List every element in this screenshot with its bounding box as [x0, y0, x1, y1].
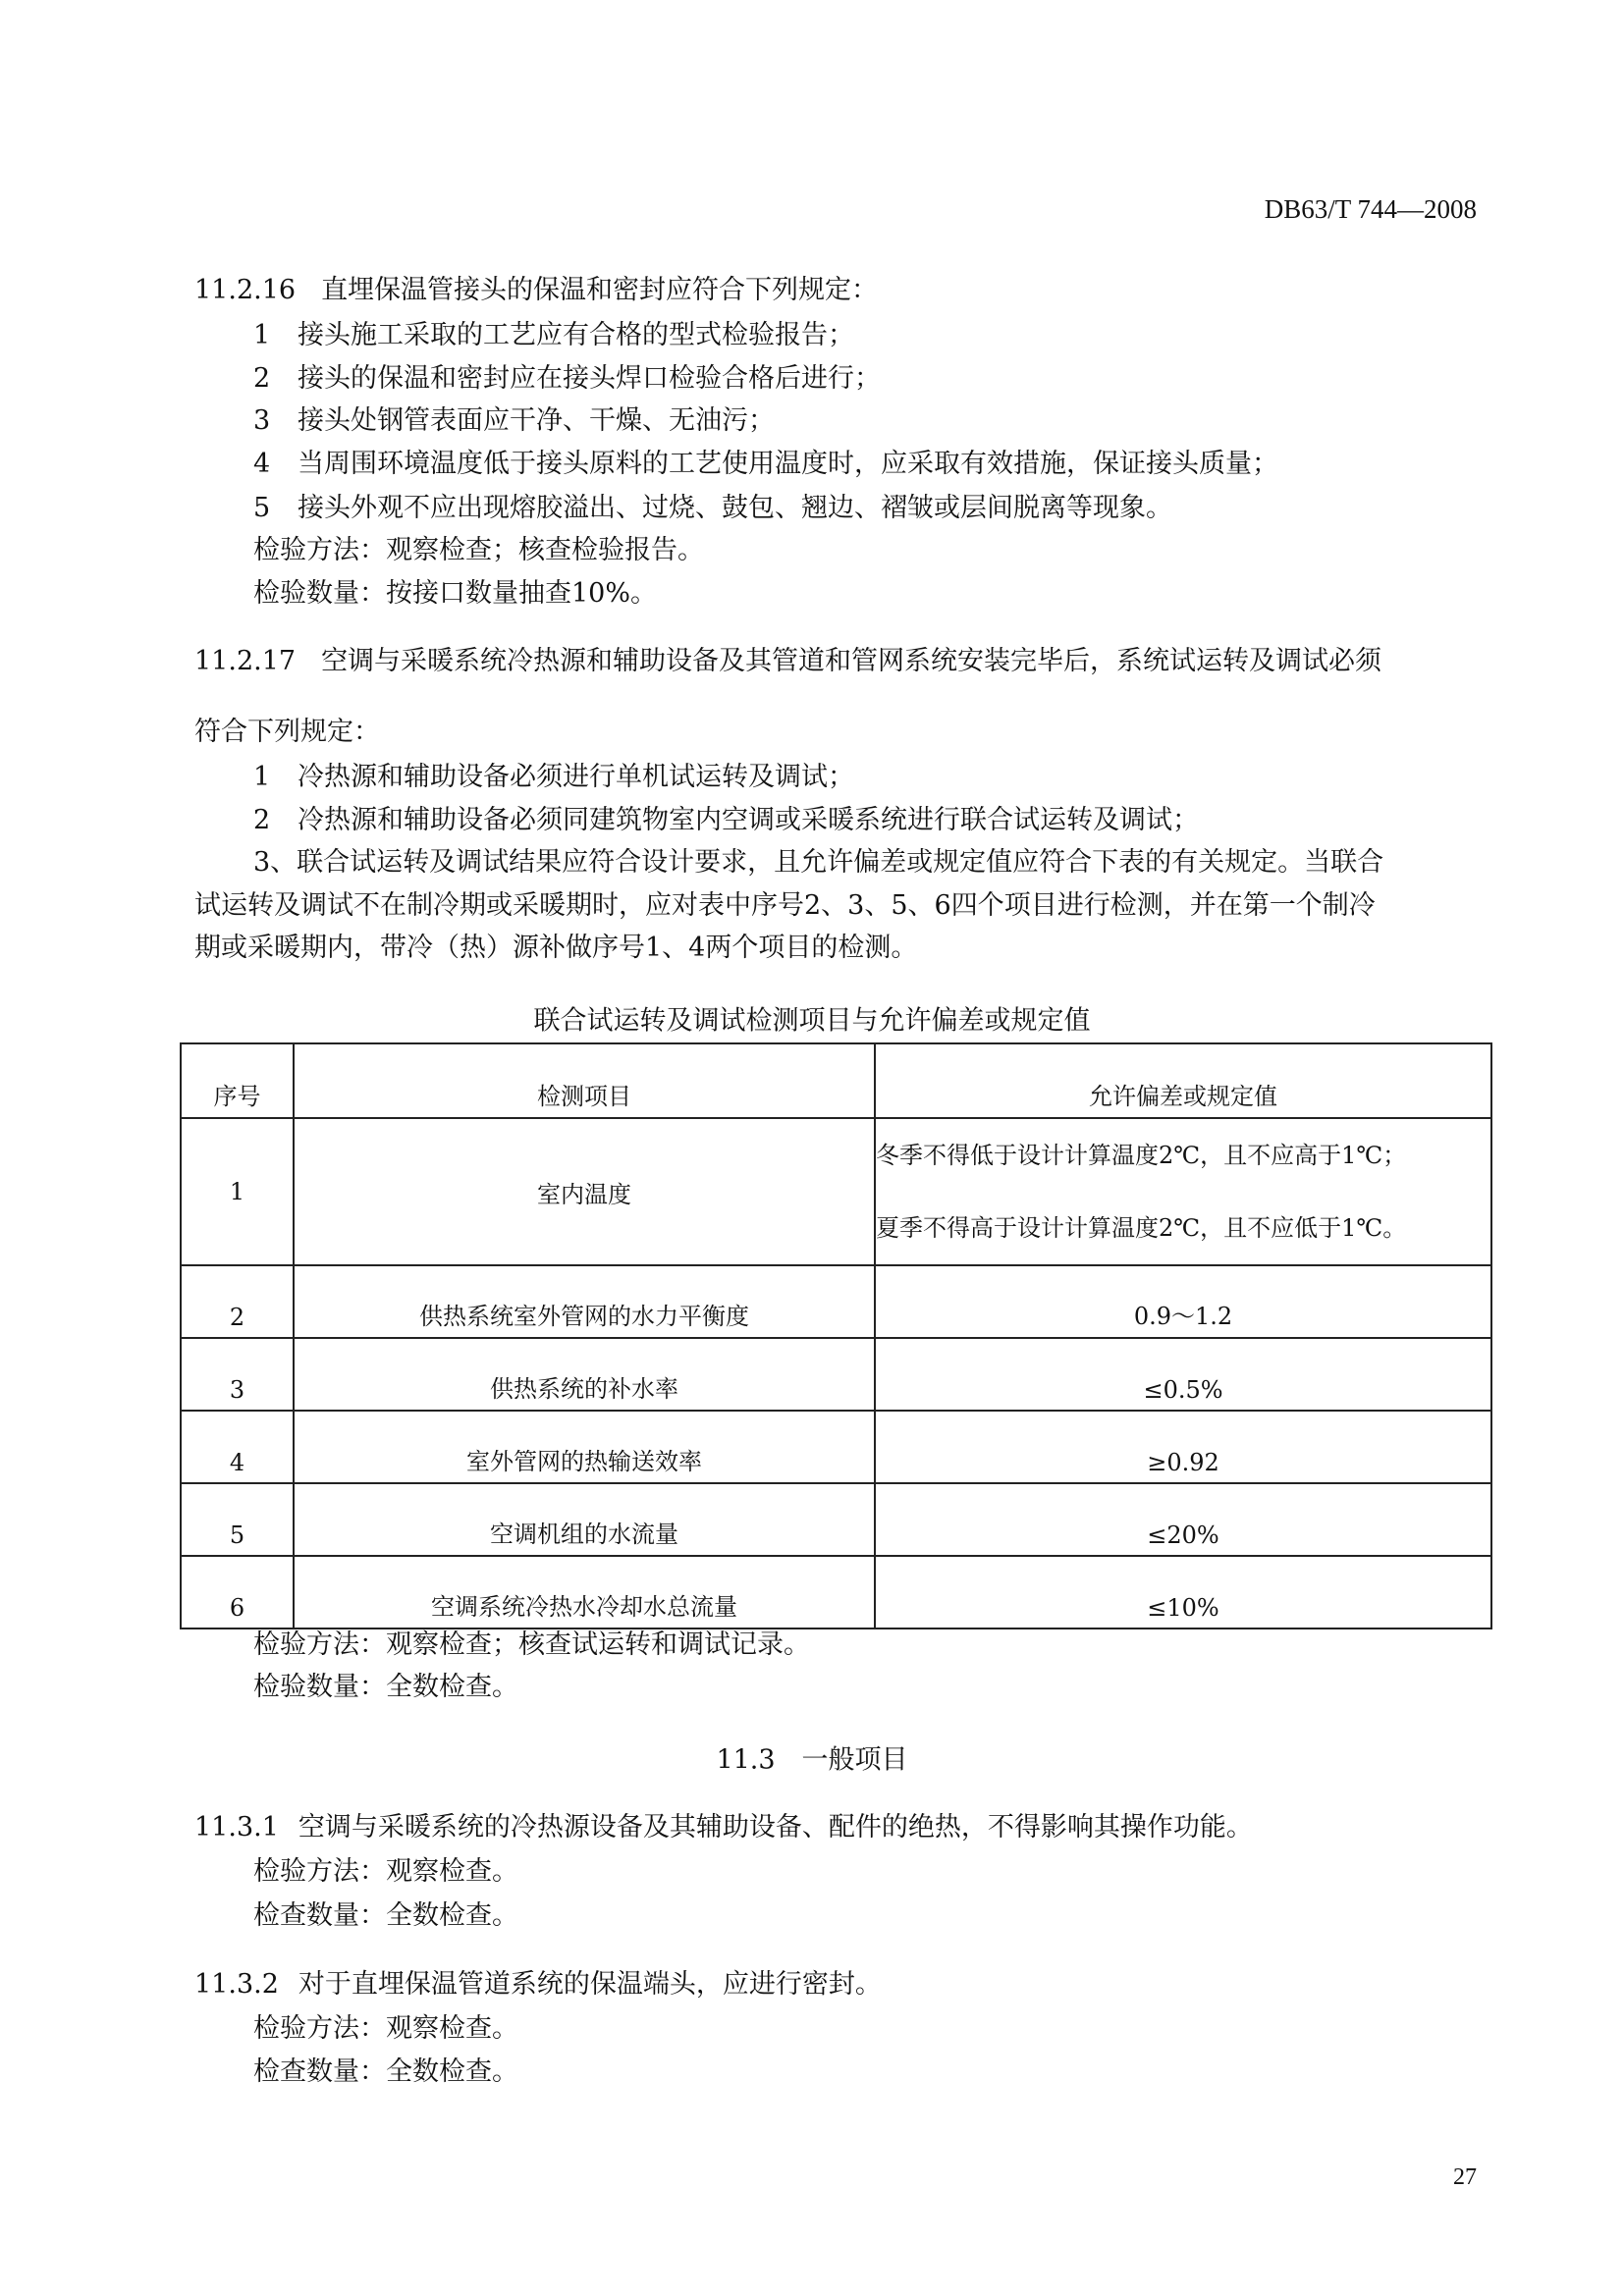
- item-text: 接头外观不应出现熔胶溢出、过烧、鼓包、翘边、褶皱或层间脱离等现象。: [298, 493, 1172, 523]
- value-winter: 冬季不得低于设计计算温度2℃，且不应高于1℃；: [876, 1142, 1407, 1169]
- item-number: 1: [253, 762, 271, 792]
- item-text: 接头处钢管表面应干净、干燥、无油污；: [298, 405, 775, 436]
- inspection-method: 检验方法：观察检查；核查试运转和调试记录。: [253, 1629, 810, 1660]
- row-value: ≤10%: [875, 1556, 1491, 1629]
- row-number: 1: [181, 1118, 294, 1265]
- list-item: [253, 492, 1172, 525]
- clause-title: 直埋保温管接头的保温和密封应符合下列规定：: [321, 275, 879, 305]
- section-heading: 11.3 一般项目: [716, 1744, 908, 1776]
- clause-11-2-16: [194, 274, 878, 307]
- table-row: [181, 1556, 1491, 1629]
- inspection-method: 检验方法：观察检查。: [253, 2013, 518, 2044]
- page-number: 27: [1453, 2164, 1477, 2190]
- clause-number: 11.2.17: [194, 646, 297, 676]
- paragraph-line: 试运转及调试不在制冷期或采暖期时，应对表中序号2、3、5、6四个项目进行检测，并在第一个制冷: [194, 890, 1376, 921]
- value-summer: 夏季不得高于设计计算温度2℃，且不应低于1℃。: [876, 1214, 1407, 1242]
- row-item: 室外管网的热输送效率: [294, 1411, 875, 1483]
- table-header-row: [181, 1043, 1491, 1118]
- list-item: [253, 804, 1199, 837]
- inspection-quantity: 检查数量：全数检查。: [253, 2056, 518, 2087]
- inspection-method: 检验方法：观察检查；核查检验报告。: [253, 535, 704, 565]
- table-row: [181, 1118, 1491, 1265]
- row-item: 室内温度: [294, 1118, 875, 1265]
- clause-title: 对于直埋保温管道系统的保温端头，应进行密封。: [298, 1969, 882, 2000]
- row-item: 空调系统冷热水冷却水总流量: [294, 1556, 875, 1629]
- test-items-table: [180, 1042, 1492, 1629]
- table-row: [181, 1483, 1491, 1556]
- row-number: 4: [181, 1411, 294, 1483]
- row-value: ≥0.92: [875, 1411, 1491, 1483]
- clause-title: 空调与采暖系统的冷热源设备及其辅助设备、配件的绝热，不得影响其操作功能。: [298, 1812, 1253, 1842]
- inspection-quantity: 检查数量：全数检查。: [253, 1900, 518, 1931]
- item-text: 当周围环境温度低于接头原料的工艺使用温度时，应采取有效措施，保证接头质量；: [298, 449, 1278, 479]
- list-item: [253, 362, 881, 396]
- paragraph-line: 期或采暖期内，带冷（热）源补做序号1、4两个项目的检测。: [194, 933, 918, 963]
- row-value: 0.9～1.2: [875, 1265, 1491, 1338]
- item-text: 接头的保温和密封应在接头焊口检验合格后进行；: [298, 363, 881, 394]
- item-number: 2: [253, 805, 271, 835]
- row-number: 5: [181, 1483, 294, 1556]
- header-cell: 允许偏差或规定值: [875, 1043, 1491, 1118]
- list-item: [253, 448, 1278, 481]
- clause-number: 11.3.1: [194, 1812, 279, 1842]
- paragraph-line: 3、联合试运转及调试结果应符合设计要求，且允许偏差或规定值应符合下表的有关规定。当联合: [253, 847, 1384, 878]
- row-number: 2: [181, 1265, 294, 1338]
- row-number: 3: [181, 1338, 294, 1411]
- item-text: 接头施工采取的工艺应有合格的型式检验报告；: [298, 320, 854, 350]
- row-item: 供热系统的补水率: [294, 1338, 875, 1411]
- inspection-quantity: 检验数量：全数检查。: [253, 1672, 518, 1702]
- inspection-method: 检验方法：观察检查。: [253, 1856, 518, 1887]
- clause-11-2-17: [194, 645, 1381, 678]
- list-item: [253, 319, 854, 352]
- list-item: [253, 761, 854, 794]
- row-value: ≤20%: [875, 1483, 1491, 1556]
- clause-title-cont: 符合下列规定：: [194, 717, 380, 747]
- item-number: 3: [253, 405, 271, 436]
- row-item: 供热系统室外管网的水力平衡度: [294, 1265, 875, 1338]
- clause-number: 11.3.2: [194, 1969, 279, 2000]
- row-number: 6: [181, 1556, 294, 1629]
- header-cell: 序号: [181, 1043, 294, 1118]
- table-row: [181, 1338, 1491, 1411]
- row-value: ≤0.5%: [875, 1338, 1491, 1411]
- row-item: 空调机组的水流量: [294, 1483, 875, 1556]
- list-item: [253, 404, 775, 438]
- clause-11-3-1: [194, 1811, 1253, 1844]
- inspection-quantity: 检验数量：按接口数量抽查10%。: [253, 578, 658, 609]
- item-number: 1: [253, 320, 271, 350]
- item-text: 冷热源和辅助设备必须进行单机试运转及调试；: [298, 762, 854, 792]
- item-number: 5: [253, 493, 271, 523]
- header-cell: 检测项目: [294, 1043, 875, 1118]
- clause-number: 11.2.16: [194, 275, 297, 305]
- row-value: [875, 1118, 1491, 1265]
- item-number: 4: [253, 449, 271, 479]
- table-caption: 联合试运转及调试检测项目与允许偏差或规定值: [533, 1005, 1091, 1037]
- item-text: 冷热源和辅助设备必须同建筑物室内空调或采暖系统进行联合试运转及调试；: [298, 805, 1199, 835]
- table-row: [181, 1411, 1491, 1483]
- table-row: [181, 1265, 1491, 1338]
- item-number: 2: [253, 363, 271, 394]
- clause-11-3-2: [194, 1968, 882, 2002]
- document-code: DB63/T 744—2008: [1264, 194, 1477, 224]
- clause-title: 空调与采暖系统冷热源和辅助设备及其管道和管网系统安装完毕后，系统试运转及调试必须: [321, 646, 1382, 676]
